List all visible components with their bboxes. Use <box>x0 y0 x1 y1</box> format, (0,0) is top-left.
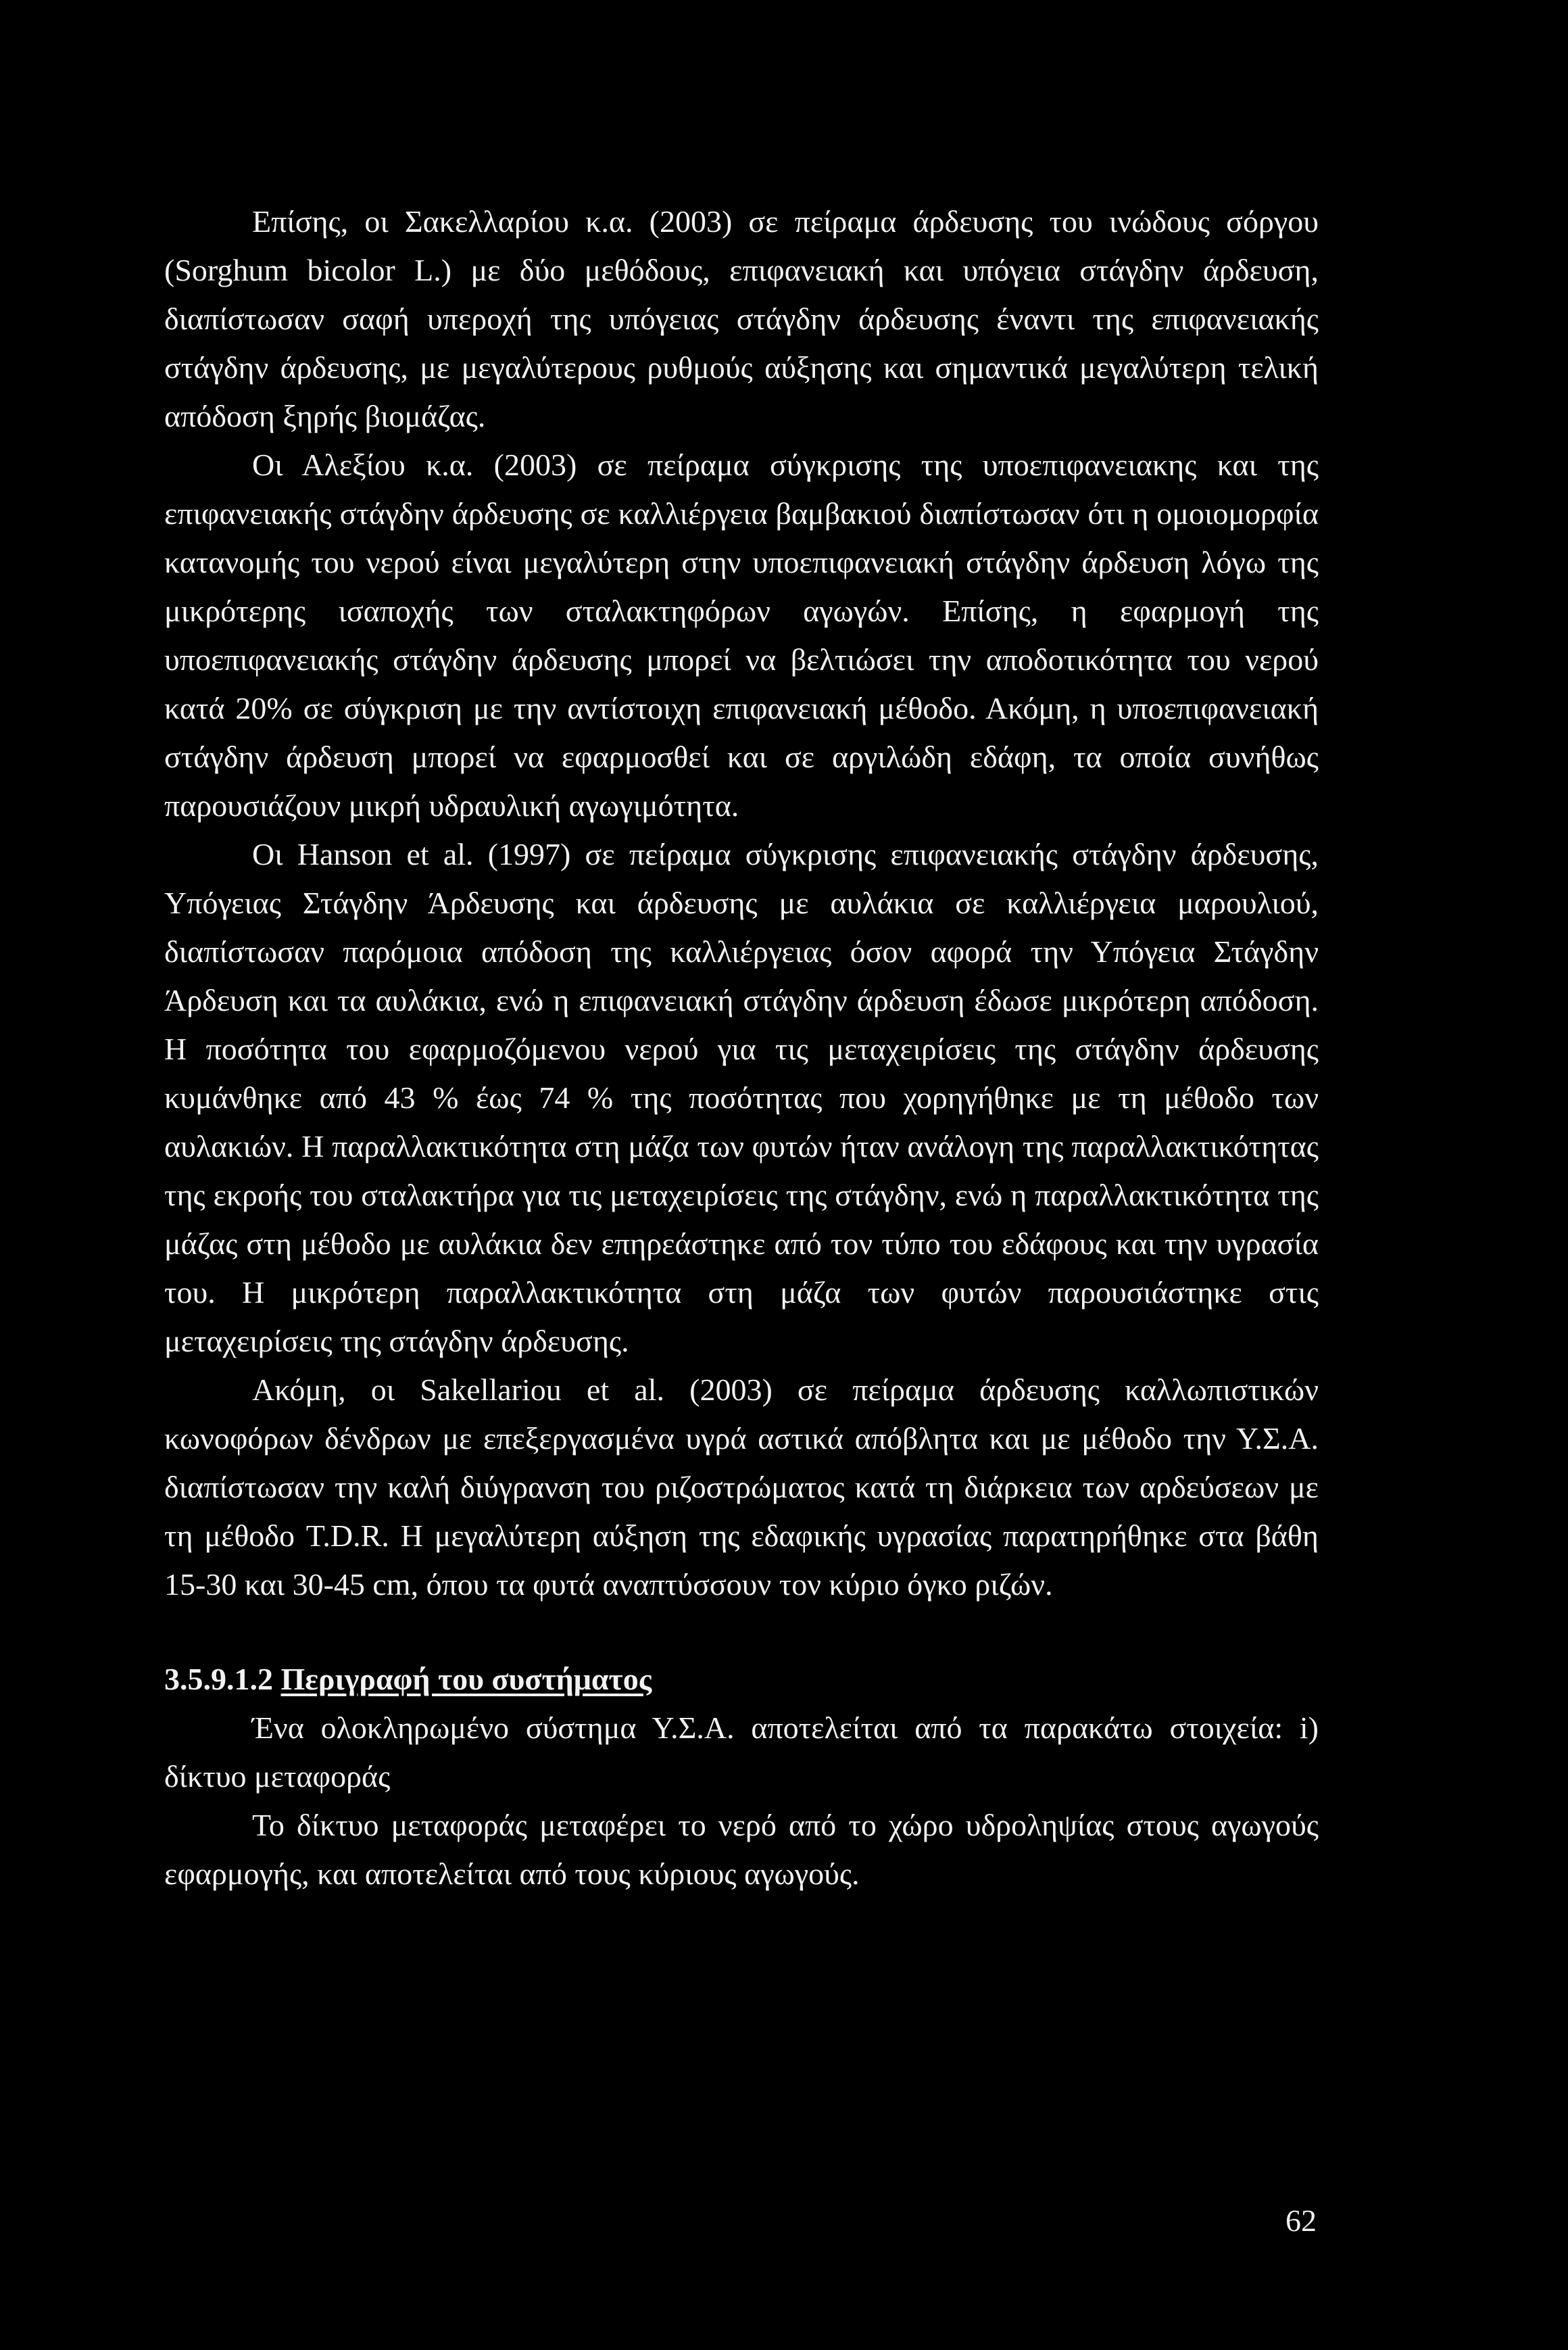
document-page <box>164 197 1319 1898</box>
page-number: 62 <box>1285 2203 1317 2238</box>
section-number: 3.5.9.1.2 <box>164 1662 273 1696</box>
paragraph-transport-network: Το δίκτυο μεταφοράς μεταφέρει το νερό από το χώρο υδροληψίας στους αγωγούς εφαρμογής, και αποτελείται από τους κύριους αγωγούς. <box>164 1808 1319 1891</box>
paragraph-alexiou-cotton: Οι Αλεξίου κ.α. (2003) σε πείραμα σύγκρισης της υποεπιφανειακης και της επιφανειακής στάγδην άρδευσης σε καλλιέργεια βαμβακιού διαπίστωσαν ότι η ομοιομορφία κατανομής του νερού είναι μεγαλύτερη στην υποεπιφανειακή στάγδην άρδευση λόγω της μικρότερης ισαποχής των σταλακτηφόρων αγωγών. Επίσης, η εφαρμογή της υποεπιφανειακής στάγδην άρδευσης μπορεί να βελτιώσει την αποδοτικότητα του νερού κατά 20% σε σύγκριση με την αντίστοιχη επιφανειακή μέθοδο. Ακόμη, η υποεπιφανειακή στάγδην άρδευση μπορεί να εφαρμοσθεί και σε αργιλώδη εδάφη, τα οποία συνήθως παρουσιάζουν μικρή υδραυλική αγωγιμότητα. <box>164 448 1319 823</box>
section-heading <box>164 1655 1319 1704</box>
paragraph-hanson-lettuce: Οι Hanson et al. (1997) σε πείραμα σύγκρισης επιφανειακής στάγδην άρδευσης, Υπόγειας Στάγδην Άρδευσης και άρδευσης με αυλάκια σε καλλιέργεια μαρουλιού, διαπίστωσαν παρόμοια απόδοση της καλλιέργειας όσον αφορά την Υπόγεια Στάγδην Άρδευση και τα αυλάκια, ενώ η επιφανειακή στάγδην άρδευση έδωσε μικρότερη απόδοση. Η ποσότητα του εφαρμοζόμενου νερού για τις μεταχειρίσεις της στάγδην άρδευσης κυμάνθηκε από 43 % έως 74 % της ποσότητας που χορηγήθηκε με τη μέθοδο των αυλακιών. Η παραλλακτικότητα στη μάζα των φυτών ήταν ανάλογη της παραλλακτικότητας της εκροής του σταλακτήρα για τις μεταχειρίσεις της στάγδην, ενώ η παραλλακτικότητα της μάζας στη μέθοδο με αυλάκια δεν επηρεάστηκε από τον τύπο του εδάφους και την υγρασία του. Η μικρότερη παραλλακτικότητα στη μάζα των φυτών παρουσιάστηκε στις μεταχειρίσεις της στάγδην άρδευσης. <box>164 837 1319 1358</box>
paragraph-sakellariou-conifers: Ακόμη, οι Sakellariou et al. (2003) σε πείραμα άρδευσης καλλωπιστικών κωνοφόρων δένδρων με επεξεργασμένα υγρά αστικά απόβλητα και με μέθοδο την Υ.Σ.Α. διαπίστωσαν την καλή διύγρανση του ριζοστρώματος κατά τη διάρκεια των αρδεύσεων με τη μέθοδο T.D.R. Η μεγαλύτερη αύξηση της εδαφικής υγρασίας παρατηρήθηκε στα βάθη 15-30 και 30-45 cm, όπου τα φυτά αναπτύσσουν τον κύριο όγκο ριζών. <box>164 1372 1319 1602</box>
paragraph-sakellariou-sorghum: Επίσης, οι Σακελλαρίου κ.α. (2003) σε πείραμα άρδευσης του ινώδους σόργου (Sorghum bicolor L.) με δύο μεθόδους, επιφανειακή και υπόγεια στάγδην άρδευση, διαπίστωσαν σαφή υπεροχή της υπόγειας στάγδην άρδευσης έναντι της επιφανειακής στάγδην άρδευσης, με μεγαλύτερους ρυθμούς αύξησης και σημαντικά μεγαλύτερη τελική απόδοση ξηρής βιομάζας. <box>164 204 1319 433</box>
section-title: Περιγραφή του συστήματος <box>280 1662 652 1696</box>
paragraph-system-components: Ένα ολοκληρωμένο σύστημα Υ.Σ.Α. αποτελείται από τα παρακάτω στοιχεία: i) δίκτυο μεταφοράς <box>164 1710 1319 1794</box>
